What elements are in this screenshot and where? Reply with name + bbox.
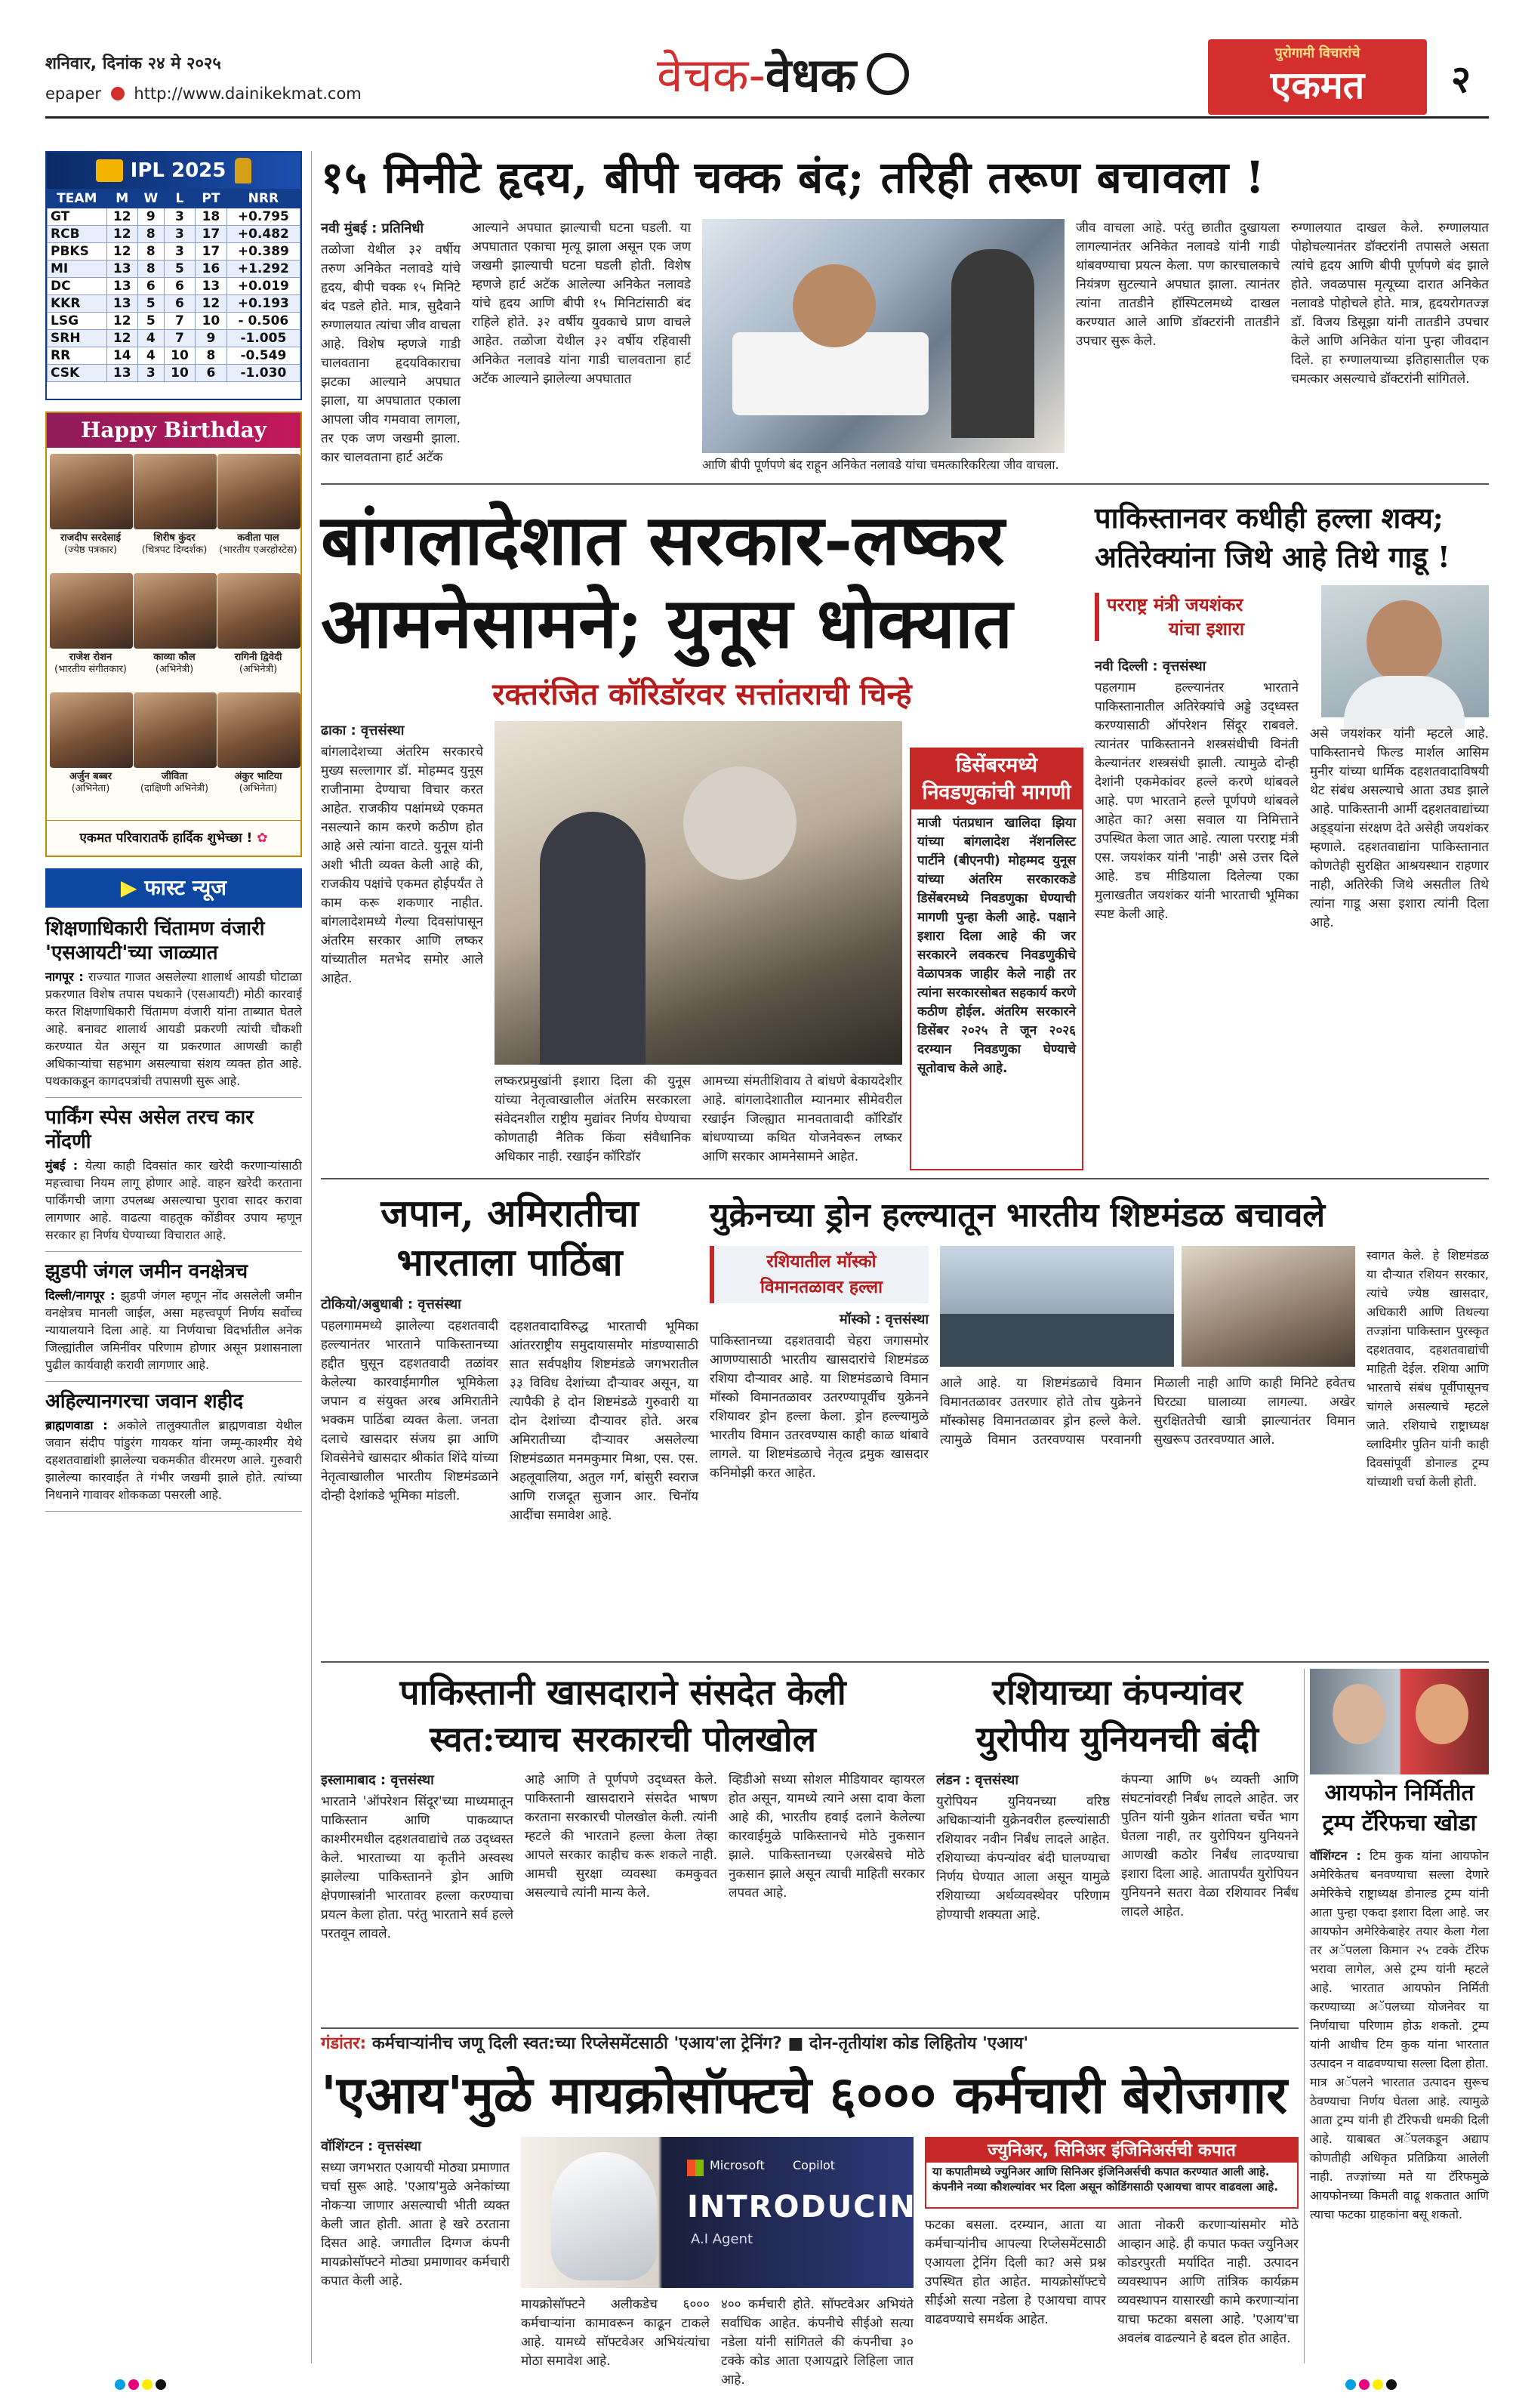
december-box-title-1: डिसेंबरमध्ये xyxy=(955,754,1038,777)
masthead-date: शनिवार, दिनांक २४ मे २०२५ xyxy=(45,54,221,73)
jaishankar-headline-line-1: पाकिस्तानवर कधीही हल्ला शक्य; xyxy=(1095,501,1444,535)
apple-divider xyxy=(1304,1669,1305,2363)
ipl-cell: 6 xyxy=(164,295,195,313)
page-number: २ xyxy=(1451,57,1471,101)
fast-news-divider xyxy=(45,1251,302,1252)
birthday-role: (भारतीय एअरहोस्टेस) xyxy=(219,544,297,556)
birthday-role: (अभिनेता) xyxy=(239,783,278,794)
ipl-header-cell: W xyxy=(137,190,164,208)
jaishankar-subtitle xyxy=(1095,593,1306,641)
fast-news-place: मुंबई : xyxy=(45,1158,79,1173)
birthday-person xyxy=(50,692,131,795)
brand-name: एकमत xyxy=(1270,63,1365,107)
rule-mid-2 xyxy=(321,1661,1489,1663)
magnifier-icon xyxy=(867,53,909,95)
ipl-cell: 13 xyxy=(106,365,137,382)
fast-news-item xyxy=(45,1259,302,1382)
ipl-cell: 7 xyxy=(164,313,195,330)
portrait-photo xyxy=(50,692,133,768)
birthday-box xyxy=(45,412,302,857)
fast-news-item xyxy=(45,917,302,1098)
lightning-icon: ▶ xyxy=(120,875,137,900)
epaper-link[interactable] xyxy=(45,85,362,103)
drone-col-2: आले आहे. या शिष्टमंडळाचे विमान विमानतळावर उतरणार होते तोच युक्रेनने मॉस्कोसह विमानतळावर ड्रोन हल्ले केले. त्यामुळे विमान उतरवण्यास परवानगी मिळाली नाही आणि काही मिनिटे हवेतच घिरट्या घालाव्या लागल्या. अखेर सुरक्षिततेची खात्री झाल्यानंतर विमान सुखरूप उतरवण्यात आले. xyxy=(940,1376,1355,1448)
microsoft-col-5: आता नोकरी करणाऱ्यांसमोर मोठे आव्हान आहे. ही कपात फक्त ज्युनिअर कोडरपुरती मर्यादित नाही. उत्पादन व्यवस्थापन आणि तांत्रिक कार्यक्रम व्यवस्थापन यासारखी कामे करणाऱ्यांना याचा फटका बसला आहे. 'एआय'चा अवलंब वाढल्याने हे बदल होत आहेत. xyxy=(1117,2218,1299,2346)
birthday-name: कवीता पाल xyxy=(237,532,279,544)
heart-col-2: आल्याने अपघात झाल्याची घटना घडली. या अपघातात एकाचा मृत्यू झाला असून एक जण जखमी झाल्याची घटना घडली होती. विशेष म्हणजे हार्ट अटॅक आलेल्या अनिकेत नलावडे यांचे हृदय आणि बीपी १५ मिनिटांसाठी बंद राहिले होते. ३२ वर्षीय युवकाचे प्राण वाचले आहेत. तळोजा येथील ३२ वर्षीय रहिवासी अनिकेत नलावडे यांना गाडी चालवताना हार्ट अटॅक आल्याने झालेल्या अपघातात xyxy=(472,220,691,387)
heart-caption: आणि बीपी पूर्णपणे बंद राहून अनिकेत नलावडे यांचा चमत्कारिकरित्या जीव वाचला. xyxy=(702,458,1059,472)
ipl-cell: MI xyxy=(48,261,107,278)
ipl-header-cell: PT xyxy=(196,190,227,208)
birthday-name: अर्जुन बब्बर xyxy=(69,771,112,782)
apple-photo xyxy=(1310,1669,1489,1774)
ipl-cell: -1.005 xyxy=(226,330,300,347)
heart-col-4: रुग्णालयात दाखल केले. रुग्णालयात पोहोचल्यानंतर डॉक्टरांनी तपासले असता त्यांचे हृदय आणि बीपी पूर्णपणे बंद झाले होते. जवळपास मृत्यूच्या दारात अनिकेत नलावडे पोहोचले होते. मात्र, हृदयरोगतज्ज्ञ डॉ. विजय डिसूझा यांनी तातडीने उपचार केले आणि अनिकेत यांना पुन्हा जीवदान दिले. हा रुग्णालयाच्या इतिहासातील एक चमत्कार असल्याचे डॉक्टरांनी सांगितले. xyxy=(1291,220,1489,387)
fast-news-text: येत्या काही दिवसांत कार खरेदी करणाऱ्यांसाठी महत्त्वाचा नियम लागू होणार आहे. वाहन खरेदी करताना पार्किंगची जागा उपलब्ध असल्याचा पुरावा सादर करावा लागणार आहे. वाढत्या वाहतूक कोंडीवर उपाय म्हणून सरकार हा निर्णय घेण्याच्या विचारात आहे. xyxy=(45,1158,302,1242)
ipl-cell: 4 xyxy=(137,347,164,365)
epaper-url: http://www.dainikekmat.com xyxy=(134,85,362,103)
trophy-icon xyxy=(235,158,251,183)
portrait-photo xyxy=(50,454,133,529)
apple-title-2: ट्रम्प टॅरिफचा खोडा xyxy=(1322,1810,1477,1836)
microsoft-photo xyxy=(521,2137,943,2288)
birthday-person xyxy=(217,692,299,795)
ipl-cell: 5 xyxy=(137,295,164,313)
fast-news-title: फास्ट न्यूज xyxy=(144,875,227,900)
birthday-role: (ज्येष्ठ पत्रकार) xyxy=(63,544,118,556)
doctor-shape xyxy=(951,249,1034,438)
portrait-photo xyxy=(217,573,300,649)
photo-subtitle: A.I Agent xyxy=(691,2231,753,2247)
photo-brand: Microsoft xyxy=(710,2158,765,2172)
birthday-role: (भारतीय संगीतकार) xyxy=(54,664,127,675)
japan-headline-line-2: भारताला पाठिंबा xyxy=(396,1240,623,1284)
birthday-role: (दाक्षिणी अभिनेत्री) xyxy=(140,783,209,794)
birthday-person xyxy=(50,454,131,557)
ipl-cell: 13 xyxy=(106,261,137,278)
ipl-cell: 13 xyxy=(106,295,137,313)
ipl-row xyxy=(48,208,300,226)
ipl-cell: 3 xyxy=(164,208,195,226)
drone-text-1: पाकिस्तानच्या दहशतवादी चेहरा जगासमोर आणण्यासाठी भारतीय खासदारांचे शिष्टमंडळ रशिया दौऱ्यावर आहे. या शिष्टमंडळाचे विमान मॉस्को विमानतळावर उतरण्यापूर्वीच युक्रेनने रशियावर ड्रोन हल्ला केला. ड्रोन हल्ल्यामुळे भारतीय विमान उतरवण्यास काही काळ थांबावे लागले. या शिष्टमंडळाचे नेतृत्व द्रमुक खासदार कनिमोझी करत आहेत. xyxy=(710,1333,929,1481)
ipl-cell: 5 xyxy=(164,261,195,278)
section-title xyxy=(657,45,909,106)
russia-headline-line-1: रशियाच्या कंपन्यांवर xyxy=(992,1672,1243,1713)
pakmp-col-1 xyxy=(321,1771,513,2016)
ipl-row xyxy=(48,347,300,365)
fast-news-bar xyxy=(45,868,302,908)
masthead xyxy=(0,0,1516,151)
ipl-cell: GT xyxy=(48,208,107,226)
registration-dot xyxy=(128,2379,139,2390)
december-box-header xyxy=(911,749,1082,809)
fast-news-headline: पार्किंग स्पेस असेल तरच कार नोंदणी xyxy=(45,1106,254,1153)
portrait-photo xyxy=(50,573,133,649)
microsoft-kicker xyxy=(321,2027,1299,2058)
portrait-photo xyxy=(134,692,217,768)
ipl-header xyxy=(47,153,300,189)
ipl-cell: 4 xyxy=(137,330,164,347)
fast-news-divider xyxy=(45,1097,302,1098)
apple-dateline: वॉशिंग्टन : xyxy=(1310,1848,1361,1863)
patient-shape xyxy=(793,264,876,347)
ipl-logo-icon xyxy=(96,159,123,182)
bangladesh-text-1: बांगलादेशच्या अंतरिम सरकारचे मुख्य सल्लागार डॉ. मोहम्मद युनूस राजीनामा देण्याचा विचार करत आहेत. राजकीय पक्षांमध्ये एकमत नसल्याने काम करणे कठीण होत आहे असे त्यांना वाटते. युनूस यांनी अशी भीती व्यक्त केली आहे की, राजकीय पक्षांचे एकमत होईपर्यंत ते काम करू शकणार नाहीत. बांगलादेशमध्ये गेल्या दिवसांपासून अंतरिम सरकार आणि लष्कर यांच्यातील मतभेद समोर आले आहेत. xyxy=(321,745,483,986)
heart-photo xyxy=(702,219,1065,453)
ipl-cell: +0.019 xyxy=(226,278,300,295)
ipl-points-table xyxy=(47,189,300,382)
photo-copilot: Copilot xyxy=(793,2158,836,2172)
heart-dateline: नवी मुंबई : प्रतिनिधी xyxy=(321,220,424,236)
ipl-cell: +0.193 xyxy=(226,295,300,313)
japan-dateline: टोकियो/अबुधाबी : वृत्तसंस्था xyxy=(321,1296,461,1312)
drone-col-3: स्वागत केले. हे शिष्टमंडळ या दौऱ्यात रशियन सरकार, त्यांचे ज्येष्ठ खासदार, अधिकारी आणि तिथल्या तज्ज्ञांना पाकिस्तान पुरस्कृत दहशतवाद, दहशतवाद्यांची माहिती देईल. रशिया आणि भारताचे संबंध पूर्वीपासूनच चांगले असल्याचे म्हटले जाते. रशियाचे राष्ट्राध्यक्ष व्लादिमीर पुतिन यांनी काही दिवसांपूर्वी डोनाल्ड ट्रम्प यांच्याशी चर्चा केली होती. xyxy=(1367,1248,1489,1489)
ipl-cell: 18 xyxy=(196,208,227,226)
ipl-cell: 6 xyxy=(196,365,227,382)
december-election-box xyxy=(910,748,1083,1170)
rule-heart-bottom xyxy=(321,483,1489,485)
birthday-person xyxy=(134,692,215,795)
epaper-label: epaper xyxy=(45,85,102,103)
heart-col-3: जीव वाचला आहे. परंतु छातीत दुखायला लागल्यानंतर अनिकेत नलावडे यांनी गाडी थांबवण्याचा प्रयत्न केला. पण कारचालकाचे नियंत्रण सुटल्याने अपघात झाला. त्यानंतर त्यांना तातडीने हॉस्पिटलमध्ये दाखल करण्यात आले आणि डॉक्टरांनी तातडीने उपचार सुरू केले. xyxy=(1076,220,1280,349)
microsoft-logo-icon xyxy=(687,2160,704,2176)
ipl-cell: 5 xyxy=(137,313,164,330)
december-box-body: माजी पंतप्रधान खालिदा झिया यांच्या बांगलादेश नॅशनलिस्ट पार्टीने (बीएनपी) मोहम्मद युनूस यांच्या अंतरिम सरकारकडे डिसेंबरमध्ये निवडणुका घेण्याची मागणी पुन्हा केली आहे. पक्षाने इशारा दिला आहे की जर सरकारने लवकरच निवडणुकीचे वेळापत्रक जाहीर केले नाही तर त्यांना सरकारसोबत सहकार्य करणे कठीण होईल. अंतरिम सरकारने डिसेंबर २०२५ ते जून २०२६ दरम्यान निवडणुका घेण्याचे सूतोवाच केले आहे. xyxy=(917,816,1076,1076)
ipl-cell: 14 xyxy=(106,347,137,365)
ipl-cell: LSG xyxy=(48,313,107,330)
birthday-title: Happy Birthday xyxy=(47,413,300,448)
pakmp-headline-line-1: पाकिस्तानी खासदाराने संसदेत केली xyxy=(399,1672,846,1713)
ipl-cell: 9 xyxy=(137,208,164,226)
brand-tagline: पुरोगामी विचारांचे xyxy=(1274,45,1360,61)
registration-dot xyxy=(156,2379,166,2390)
kicker-label: गंडांतर xyxy=(321,2034,360,2053)
jaishankar-subtitle-2: यांचा इशारा xyxy=(1168,618,1245,640)
microsoft-col-4: फटका बसला. दरम्यान, आता या कर्मचाऱ्यांनीच आपल्या रिप्लेसमेंटसाठी एआयला ट्रेनिंग दिली का? असे प्रश्न उपस्थित होत आहेत. मायक्रोसॉफ्टचे सीईओ सत्या नडेला हे एआयचा वापर वाढवण्याचे समर्थक आहेत. xyxy=(925,2218,1106,2327)
fast-news-text: झुडपी जंगल म्हणून नोंद असलेली जमीन वनक्षेत्रच मानली जाईल, असा महत्त्वपूर्ण निर्णय सर्वोच्च न्यायालयाने दिला आहे. या निर्णयाचा विदर्भातील अनेक जिल्ह्यांतील जमिनींवर परिणाम होणार असून प्रशासनाला पुढील कार्यवाही करावी लागणार आहे. xyxy=(45,1288,302,1372)
ipl-row xyxy=(48,295,300,313)
ipl-cell: 12 xyxy=(106,243,137,261)
bangladesh-col-2: लष्करप्रमुखांनी इशारा दिला की युनूस यांच्या नेतृत्वाखालील अंतरिम सरकारला संवेदनशील राष्ट्रीय मुद्यांवर निर्णय घेण्याचा कोणताही नैतिक किंवा संवैधानिक अधिकार नाही. रखाईन कॉरिडॉर xyxy=(495,1074,691,1164)
ipl-row xyxy=(48,330,300,347)
jaishankar-face xyxy=(1367,600,1442,683)
yunus-figure xyxy=(683,766,797,880)
tim-cook-face xyxy=(1333,1684,1385,1744)
ipl-cell: 8 xyxy=(137,226,164,243)
ipl-cell: 12 xyxy=(106,226,137,243)
birthday-role: (अभिनेत्री) xyxy=(155,664,194,675)
ipl-cell: PBKS xyxy=(48,243,107,261)
russia-col-1 xyxy=(936,1771,1110,2016)
ipl-cell: 12 xyxy=(106,330,137,347)
ipl-row xyxy=(48,261,300,278)
ipl-row xyxy=(48,226,300,243)
portrait-photo xyxy=(217,454,300,529)
microsoft-col-3: ४०० कर्मचारी होते. सॉफ्टवेअर अभियंते सर्वाधिक आहेत. कंपनीचे सीईओ सत्या नडेला यांनी सांगितले की कंपनीचा ३० टक्के कोड आता एआयद्वारे लिहिला जात आहे. xyxy=(721,2297,914,2388)
suit-figure xyxy=(540,812,646,1065)
jaishankar-headline-line-2: अतिरेक्यांना जिथे आहे तिथे गाडू ! xyxy=(1095,540,1450,574)
jaishankar-col-1 xyxy=(1095,657,1299,1170)
kicker-text: कर्मचाऱ्यांनीच जणू दिली स्वत:च्या रिप्लेसमेंटसाठी 'एआय'ला ट्रेनिंग? ■ दोन-तृतीयांश कोड लिहितोय 'एआय' xyxy=(371,2034,1029,2053)
birthday-name: जीविता xyxy=(161,771,188,782)
pakmp-headline-line-2: स्वत:च्याच सरकारची पोलखोल xyxy=(430,1719,816,1759)
flower-icon: ✿ xyxy=(257,831,268,846)
apple-title-1: आयफोन निर्मितीत xyxy=(1324,1780,1474,1806)
pakmp-text-1: भारताने 'ऑपरेशन सिंदूर'च्या माध्यमातून पाकिस्तान आणि पाकव्याप्त काश्मीरमधील दहशतवाद्यांचे तळ उद्ध्वस्त केले. भारताच्या या कृतीने अस्वस्थ झालेल्या पाकिस्तानने ड्रोन आणि क्षेपणास्त्रांनी भारतावर हल्ला करण्याचा प्रयत्न केला होता. परंतु भारताने सर्व हल्ले परतवून लावले. xyxy=(321,1794,513,1941)
sidebar-divider xyxy=(311,151,312,2363)
registration-dot xyxy=(1345,2379,1356,2390)
registration-dots-left xyxy=(113,2379,168,2393)
fast-news-divider xyxy=(45,1381,302,1382)
registration-dot xyxy=(1386,2379,1397,2390)
photo-title: INTRODUCING xyxy=(687,2190,943,2225)
ipl-cell: 6 xyxy=(137,278,164,295)
delegation-photo xyxy=(1182,1246,1355,1367)
japan-text-1: पहलगाममध्ये झालेल्या दहशतवादी हल्ल्यानंतर भारताने पाकिस्तानच्या हद्दीत घुसून दहशतवादी तळांवर केलेल्या कारवाईमागील भूमिकेला जपान व संयुक्त अरब अमिरातीने भक्कम पाठिंबा व्यक्त केला. जनता दलाचे खासदार संजय झा आणि शिवसेनेचे खासदार श्रीकांत शिंदे यांच्या नेतृत्वाखालील भारतीय शिष्टमंडळाने दोन्ही देशांकडे भूमिका मांडली. xyxy=(321,1318,498,1503)
drone-dateline: मॉस्को : वृत्तसंस्था xyxy=(839,1312,929,1327)
ipl-row xyxy=(48,243,300,261)
fast-news-place: दिल्ली/नागपूर : xyxy=(45,1288,116,1303)
december-box-title-2: निवडणुकांची मागणी xyxy=(922,781,1071,804)
birthday-wish-text: एकमत परिवारातर्फे हार्दिक शुभेच्छा ! xyxy=(79,831,253,846)
pakmp-col-3: व्हिडीओ सध्या सोशल मीडियावर व्हायरल होत असून, यामध्ये त्याने असा दावा केला आहे की, भारतीय हवाई दलाने केलेल्या कारवाईमुळे पाकिस्तानचे मोठे नुकसान झाले. पाकिस्तानच्या एअरबेसचे मोठे नुकसान झाले असून त्याची माहिती सरकार लपवत आहे. xyxy=(729,1772,925,1901)
trump-face xyxy=(1416,1684,1468,1744)
ipl-cell: 6 xyxy=(164,278,195,295)
russia-text-1: युरोपियन युनियनच्या वरिष्ठ अधिकाऱ्यांनी युक्रेनवरील हल्ल्यांसाठी रशियावर नवीन निर्बंध लादले आहेत. रशियाच्या कंपन्यांवर बंदी घालण्याचा निर्णय घेण्यात आला असून यामुळे रशियाच्या अर्थव्यवस्थेवर परिणाम होण्याची शक्यता आहे. xyxy=(936,1794,1110,1922)
bangladesh-headline-line-2: आमनेसामने; युनूस धोक्यात xyxy=(321,582,1013,664)
ipl-box xyxy=(45,151,302,400)
birthday-role: (चित्रपट दिग्दर्शक) xyxy=(141,544,208,556)
ipl-cell: 9 xyxy=(196,330,227,347)
birthday-name: रागिनी द्विवेदी xyxy=(234,652,282,663)
ipl-cell: 13 xyxy=(196,278,227,295)
drone-headline: युक्रेनच्या ड्रोन हल्ल्यातून भारतीय शिष्टमंडळ बचावले xyxy=(710,1196,1326,1235)
ipl-cell: 13 xyxy=(106,278,137,295)
birthday-name: काव्या कौल xyxy=(153,652,196,663)
russia-headline-line-2: युरोपीय युनियनची बंदी xyxy=(975,1719,1259,1759)
heart-text-1: तळोजा येथील ३२ वर्षीय तरुण अनिकेत नलावडे यांचे हृदय, बीपी चक्क १५ मिनिटे बंद पडले होते. मात्र, सुदैवाने रुग्णालयात त्यांचा जीव वाचला आहे. विशेष म्हणजे गाडी चालवताना हृदयविकाराचा झटका आल्याने अपघात झाला, या अपघातात एकाला आपला जीव गमवावा लागला, तर एक जण जखमी झाला. कार चालवताना हार्ट अटॅक xyxy=(321,242,461,465)
ipl-cell: 8 xyxy=(196,347,227,365)
fast-news-item xyxy=(45,1389,302,1512)
birthday-person xyxy=(50,573,131,676)
jaishankar-text-1: पहलगाम हल्ल्यानंतर भारताने पाकिस्तानातील अतिरेक्यांचे अड्डे उद्ध्वस्त करण्यासाठी ऑपरेशन सिंदूर राबवले. त्यानंतर पाकिस्तानने शस्त्रसंधीची विनंती केल्यानंतर शस्त्रसंधी झाली. त्यामुळे दोन्ही देशांनी एकमेकांवर हल्ले करणे थांबवले आहे. पण भारताने हल्ले पूर्णपणे थांबवले आहेत का? असा सवाल या निमित्ताने उपस्थित केला जात आहे. त्याला परराष्ट्र मंत्री एस. जयशंकर यांनी 'नाही' असे उत्तर दिले आहे. डच मीडियाला दिलेल्या एका मुलाखतीत जयशंकर यांनी भारताची भूमिका स्पष्ट केली आहे. xyxy=(1095,680,1299,922)
apple-text: टिम कुक यांना आयफोन अमेरिकेतच बनवण्याचा सल्ला देणारे अमेरिकेचे राष्ट्राध्यक्ष डोनाल्ड ट्रम्प यांनी आता पुन्हा एकदा इशारा दिला आहे. जर आयफोन अमेरिकेबाहेर तयार केला गेला तर अॅपलला किमान २५ टक्के टॅरिफ भरावा लागेल, असे ट्रम्प यांनी म्हटले आहे. भारतात आयफोन निर्मिती करण्याच्या अॅपलच्या योजनेवर या निर्णयाचा परिणाम होऊ शकतो. ट्रम्प यांनी आधीच टिम कुक यांना भारतात उत्पादन न वाढवण्याचा सल्ला दिला होता. मात्र अॅपलने भारतात उत्पादन सुरूच ठेवण्याचा निर्णय घेतला आहे. त्यामुळे आता ट्रम्प यांनी ही टॅरिफची धमकी दिली आहे. याबाबत अॅपलकडून अद्याप कोणतीही अधिकृत प्रतिक्रिया आलेली नाही. तज्ज्ञांच्या मते या टॅरिफमुळे आयफोनच्या किमती वाढू शकतात आणि त्याचा फटका ग्राहकांना बसू शकतो. xyxy=(1310,1848,1489,2221)
ipl-cell: 10 xyxy=(196,313,227,330)
drone-col-1 xyxy=(710,1310,929,1654)
globe-icon xyxy=(111,87,125,100)
ipl-row xyxy=(48,365,300,382)
birthday-person xyxy=(134,454,215,557)
japan-col-1 xyxy=(321,1295,498,1654)
ipl-cell: +1.292 xyxy=(226,261,300,278)
fast-news-text: राज्यात गाजत असलेल्या शालार्थ आयडी घोटाळा प्रकरणात विशेष तपास पथकाने (एसआयटी) मोठी कारवाई करत शिक्षणाधिकारी चिंतामण वंजारी यांना ताब्यात घेतले आहे. बनावट शालार्थ आयडी प्रकरणी त्यांची चौकशी करण्यात येत असून या प्रकरणात आणखी काही अधिकाऱ्यांचा सहभाग असल्याचा संशय व्यक्त होत आहे. पथकाकडून कागदपत्रांची तपासणी सुरू आहे. xyxy=(45,970,302,1088)
fast-news-headline: झुडपी जंगल जमीन वनक्षेत्रच xyxy=(45,1260,248,1283)
heart-headline: १५ मिनीटे हृदय, बीपी चक्क बंद; तरिही तरूण बचावला ! xyxy=(321,152,1265,203)
birthday-person xyxy=(134,573,215,676)
ipl-header-cell: TEAM xyxy=(48,190,107,208)
ipl-cell: 17 xyxy=(196,243,227,261)
drone-subtitle-2: विमानतळावर हल्ला xyxy=(760,1278,883,1297)
drone-subtitle xyxy=(710,1246,929,1303)
ipl-header-cell: L xyxy=(164,190,195,208)
registration-dot xyxy=(115,2379,125,2390)
jaishankar-col-2: असे जयशंकर यांनी म्हटले आहे. पाकिस्तानचे फिल्ड मार्शल आसिम मुनीर यांच्या धार्मिक दहशतवादाविषयी थेट संबंध असल्याचे आता उघड झाले आहे. पाकिस्तानी आर्मी दहशतवाद्यांच्या अड्ड्यांना संरक्षण देते असेही जयशंकर म्हणाले. दहशतवाद्यांना पाकिस्तानात कोणतेही सुरक्षित आश्रयस्थान राहणार नाही, अतिरेकी जिथे असतील तिथे त्यांना गाडू असा इशारा त्यांनी दिला आहे. xyxy=(1310,726,1489,930)
fast-news-body xyxy=(45,1287,302,1374)
portrait-photo xyxy=(134,454,217,529)
ipl-cell: 3 xyxy=(164,243,195,261)
registration-dot xyxy=(1359,2379,1370,2390)
microsoft-text-1: सध्या जगभरात एआयची मोठ्या प्रमाणात चर्चा सुरू आहे. 'एआय'मुळे अनेकांच्या नोकऱ्या जाणार असल्याची भीती व्यक्त केली जात होती. आता हे खरे ठरताना दिसत आहे. जगातील दिग्गज कंपनी मायक्रोसॉफ्टने मोठ्या प्रमाणावर कर्मचारी कपात केली आहे. xyxy=(321,2160,510,2289)
microsoft-box-title: ज्युनिअर, सिनिअर इंजिनिअर्सची कपात xyxy=(926,2138,1297,2163)
ipl-cell: 12 xyxy=(196,295,227,313)
fast-news-list xyxy=(45,917,302,2351)
ipl-cell: 8 xyxy=(137,243,164,261)
bangladesh-photo xyxy=(495,721,902,1065)
pakmp-dateline: इस्लामाबाद : वृत्तसंस्था xyxy=(321,1772,434,1788)
fast-news-text: अकोले तालुक्यातील ब्राह्मणवाडा येथील जवान संदीप पांडुरंग गायकर यांना जम्मू-काश्मीर येथे दहशतवाद्यांशी झालेल्या चकमकीत वीरमरण आले. गुरुवारी झालेल्या कारवाईत ते गंभीर जखमी झाले होते. त्यांच्या निधनाने गावावर शोककळा पसरली आहे. xyxy=(45,1418,302,1502)
ipl-cell: CSK xyxy=(48,365,107,382)
microsoft-headline: 'एआय'मुळे मायक्रोसॉफ्टचे ६००० कर्मचारी बेरोजगार xyxy=(321,2065,1288,2126)
heart-col-1 xyxy=(321,219,461,465)
ipl-title: IPL 2025 xyxy=(130,159,226,182)
japan-headline-line-1: जपान, अमिरातीचा xyxy=(381,1191,639,1235)
fast-news-body xyxy=(45,968,302,1090)
registration-dot xyxy=(1373,2379,1383,2390)
jaishankar-subtitle-1: परराष्ट्र मंत्री जयशंकर xyxy=(1107,594,1243,615)
ipl-cell: 12 xyxy=(106,313,137,330)
fast-news-place: नागपूर : xyxy=(45,970,84,984)
portrait-photo xyxy=(217,692,300,768)
bangladesh-dateline: ढाका : वृत्तसंस्था xyxy=(321,723,405,738)
registration-dots-right xyxy=(1344,2379,1398,2393)
birthday-name: राजेश रोशन xyxy=(69,652,112,663)
ipl-row xyxy=(48,278,300,295)
microsoft-col-2: मायक्रोसॉफ्टने अलीकडेच ६००० कर्मचाऱ्यांना कामावरून काढून टाकले आहे. यामध्ये सॉफ्टवेअर अभियंत्यांचा मोठा समावेश आहे. xyxy=(521,2297,710,2369)
birthday-name: राजदीप सरदेसाई xyxy=(60,532,122,544)
fast-news-item xyxy=(45,1105,302,1252)
ipl-row xyxy=(48,313,300,330)
ipl-cell: 16 xyxy=(196,261,227,278)
birthday-role: (अभिनेता) xyxy=(71,783,110,794)
jaishankar-body xyxy=(1344,676,1465,729)
robot-head-shape xyxy=(551,2152,657,2280)
apple-body xyxy=(1310,1846,1489,2363)
portrait-photo xyxy=(134,573,217,649)
microsoft-col-1 xyxy=(321,2137,510,2363)
brand-block xyxy=(1208,39,1427,115)
ipl-cell: +0.389 xyxy=(226,243,300,261)
ipl-header-cell: M xyxy=(106,190,137,208)
fast-news-divider xyxy=(45,1511,302,1512)
kicker-colon: : xyxy=(359,2034,367,2053)
rule-mid-1 xyxy=(321,1178,1489,1179)
ipl-cell: KKR xyxy=(48,295,107,313)
left-sidebar xyxy=(45,151,302,2363)
ipl-cell: 10 xyxy=(164,347,195,365)
bangladesh-subhead: रक्तरंजित कॉरिडॉरवर सत्तांतराची चिन्हे xyxy=(492,677,912,712)
fast-news-body xyxy=(45,1157,302,1244)
apple-title xyxy=(1310,1778,1489,1839)
ipl-cell: SRH xyxy=(48,330,107,347)
birthday-role: (अभिनेत्री) xyxy=(239,664,278,675)
section-title-part-b: वेधक xyxy=(765,48,857,103)
ipl-cell: 8 xyxy=(137,261,164,278)
pakmp-col-2: आहे आणि ते पूर्णपणे उद्ध्वस्त केले. पाकिस्तानी खासदाराने संसदेत भाषण करताना सरकारची पोलखोल केली. त्यांनी म्हटले की भारताने हल्ला केला तेव्हा आपले सरकार काहीच करू शकले नाही. आमची सुरक्षा व्यवस्था कमकुवत असल्याचे त्यांनी मान्य केले. xyxy=(525,1772,717,1901)
section-title-part-a: वेचक- xyxy=(657,48,766,103)
ipl-cell: -0.549 xyxy=(226,347,300,365)
bangladesh-headline-line-1: बांगलादेशात सरकार-लष्कर xyxy=(321,499,1005,581)
ipl-header-cell: NRR xyxy=(226,190,300,208)
bangladesh-col-3: आमच्या संमतीशिवाय ते बांधणे बेकायदेशीर आहे. बांगलादेशातील म्यानमार सीमेवरील रखाईन जिल्ह्यात मानवतावादी कॉरिडॉर बांधण्याच्या कथित योजनेवरून लष्कर आणि सरकार आमनेसामने आहेत. xyxy=(702,1074,902,1164)
masthead-rule xyxy=(45,116,1489,119)
drone-subtitle-1: रशियातील मॉस्को xyxy=(766,1252,877,1272)
ipl-cell: +0.482 xyxy=(226,226,300,243)
ipl-cell: 3 xyxy=(164,226,195,243)
fast-news-place: ब्राह्मणवाडा : xyxy=(45,1418,108,1432)
registration-dot xyxy=(142,2379,153,2390)
jaishankar-photo xyxy=(1321,585,1489,717)
microsoft-dateline: वॉशिंग्टन : वृत्तसंस्था xyxy=(321,2138,421,2154)
ipl-cell: +0.795 xyxy=(226,208,300,226)
birthday-person xyxy=(217,573,299,676)
ipl-cell: - 0.506 xyxy=(226,313,300,330)
jaishankar-dateline: नवी दिल्ली : वृत्तसंस्था xyxy=(1095,658,1206,674)
fast-news-body xyxy=(45,1417,302,1503)
japan-col-2: दहशतवादाविरुद्ध भारताची भूमिका आंतरराष्ट्रीय समुदायासमोर मांडण्यासाठी सात सर्वपक्षीय शिष्टमंडळे जगभरातील ३३ विविध देशांच्या दौऱ्यावर असून, या त्यापैकी हे दोन शिष्टमंडळे गुरुवारी या दोन देशांच्या दौऱ्यावर होते. अरब अमिरातीच्या दौऱ्यावर असलेल्या शिष्टमंडळात मनमकुमार मिश्रा, एस. एस. अहलूवालिया, अतुल गर्ग, बांसुरी स्वराज आणि राजदूत सुजान आर. चिनॉय आदींचा समावेश आहे. xyxy=(510,1319,698,1523)
ipl-cell: DC xyxy=(48,278,107,295)
russia-dateline: लंडन : वृत्तसंस्था xyxy=(936,1772,1018,1788)
airport-terminal-shape xyxy=(940,1314,1174,1367)
ipl-cell: RCB xyxy=(48,226,107,243)
ipl-cell: 12 xyxy=(106,208,137,226)
fast-news-headline: शिक्षणाधिकारी चिंतामण वंजारी 'एसआयटी'च्या जाळ्यात xyxy=(45,917,265,964)
birthday-person xyxy=(217,454,299,557)
microsoft-box xyxy=(925,2137,1299,2209)
bangladesh-col-1 xyxy=(321,721,483,1167)
ipl-cell: 3 xyxy=(137,365,164,382)
microsoft-box-body: या कपातीमध्ये ज्युनिअर आणि सिनिअर इंजिनिअर्सची कपात करण्यात आली आहे. कंपनीने नव्या कौशल्यांवर भर दिला असून कोडिंगसाठी एआयचा वापर वाढवला आहे. xyxy=(932,2165,1278,2194)
ipl-cell: -1.030 xyxy=(226,365,300,382)
drone-photo xyxy=(940,1246,1174,1367)
ipl-cell: RR xyxy=(48,347,107,365)
birthday-name: अंकुर भाटिया xyxy=(234,771,282,782)
ipl-cell: 7 xyxy=(164,330,195,347)
fast-news-headline: अहिल्यानगरचा जवान शहीद xyxy=(45,1390,244,1413)
russia-col-2: कंपन्या आणि ७५ व्यक्ती आणि संघटनांवरही निर्बंध लादले आहेत. जर पुतिन यांनी युक्रेन शांतता चर्चेत भाग घेतला नाही, तर युरोपियन युनियनने आणखी कठोर निर्बंध लादण्याचा इशारा दिला आहे. आतापर्यंत युरोपियन युनियनने सतरा वेळा रशियावर निर्बंध लादले आहेत. xyxy=(1121,1772,1299,1919)
birthday-grid xyxy=(47,448,300,810)
ipl-cell: 17 xyxy=(196,226,227,243)
ipl-cell: 10 xyxy=(164,365,195,382)
birthday-name: शिरीष कुंदर xyxy=(153,532,196,544)
birthday-wish xyxy=(47,820,300,856)
